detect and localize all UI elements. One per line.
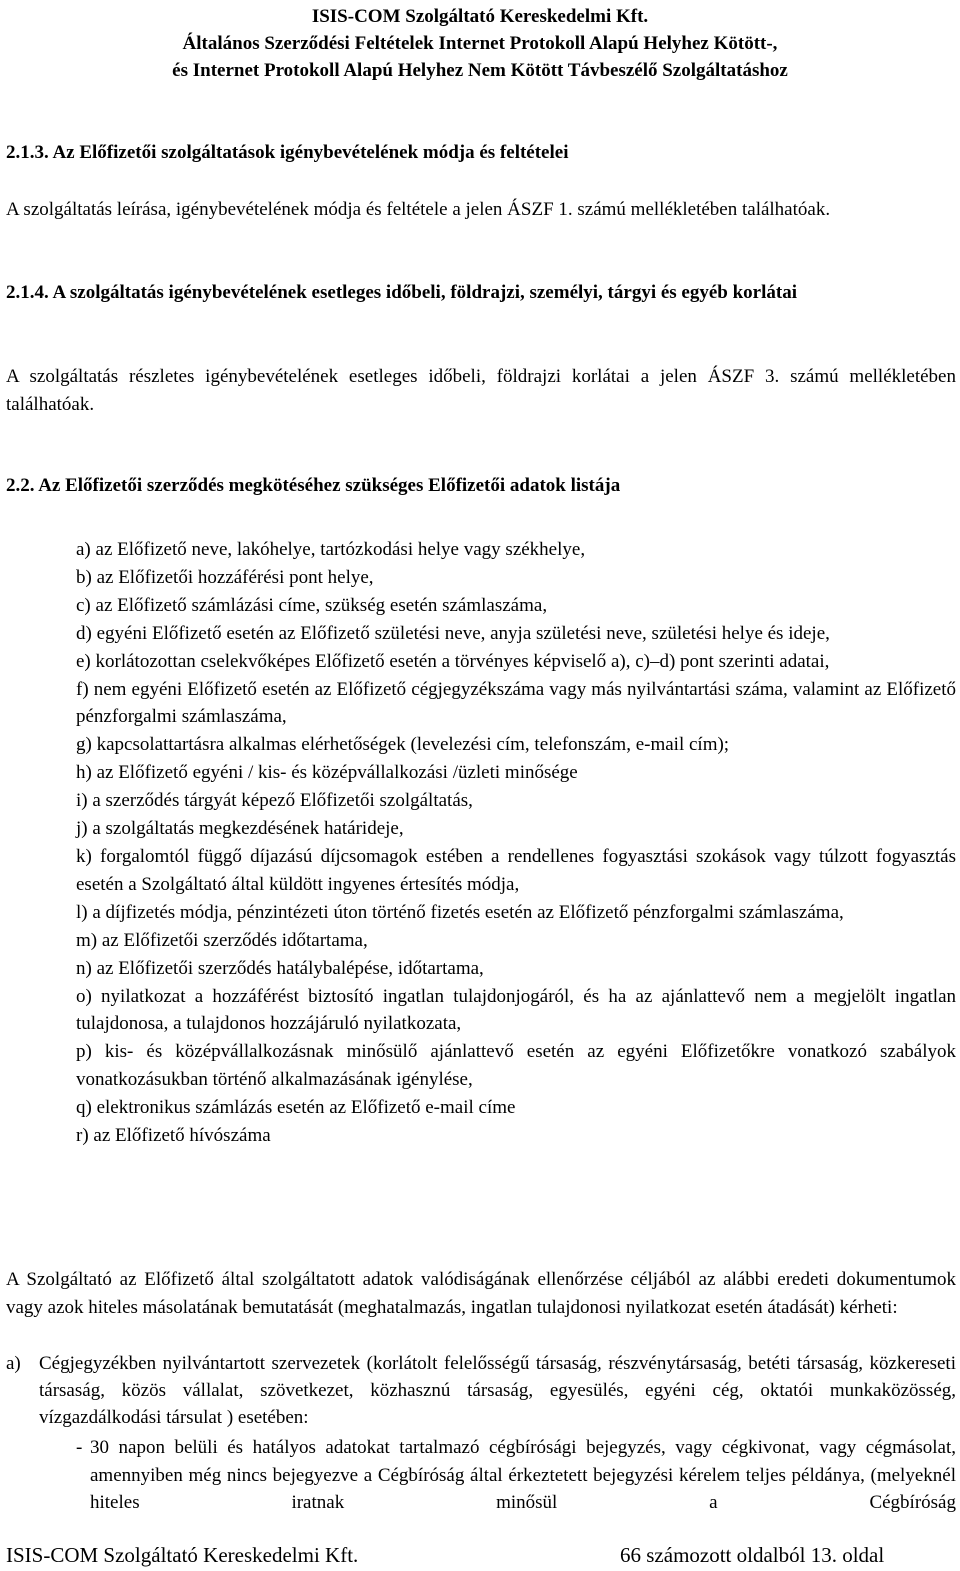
header-company: ISIS-COM Szolgáltató Kereskedelmi Kft. [311, 6, 649, 27]
sub-item-a-marker: a) [6, 1353, 21, 1374]
section-2-1-3-heading: 2.1.3. Az Előfizetői szolgáltatások igénybevételének módja és feltételei [6, 142, 569, 163]
section-2-1-4-text: A szolgáltatás részletes igénybevételének esetleges időbeli, földrajzi korlátai a jelen ÁSZF 3. számú mellékletében találhatóak. [6, 366, 956, 415]
header-title-line2: és Internet Protokoll Alapú Helyhez Nem Kötött Távbeszélő Szolgáltatáshoz [172, 60, 788, 81]
list-item-e: e) korlátozottan cselekvőképes Előfizető esetén a törvényes képviselő a), c)–d) pont szerinti adatai, [76, 650, 830, 672]
sub-item-a [6, 1350, 956, 1432]
list-item-b: b) az Előfizetői hozzáférési pont helye, [76, 566, 374, 588]
list-item-r: r) az Előfizető hívószáma [76, 1125, 271, 1147]
header-title-line1: Általános Szerződési Feltételek Internet Protokoll Alapú Helyhez Kötött-, [182, 33, 778, 54]
dash-item [76, 1434, 956, 1517]
footer-company: ISIS-COM Szolgáltató Kereskedelmi Kft. [6, 1543, 359, 1567]
list-item-j: j) a szolgáltatás megkezdésének határideje, [76, 818, 404, 840]
list-item-l: l) a díjfizetés módja, pénzintézeti úton történő fizetés esetén az Előfizető pénzforgalmi számlaszáma, [76, 901, 844, 923]
list-item-n: n) az Előfizetői szerződés hatálybalépése, időtartama, [76, 957, 484, 979]
list-item-m: m) az Előfizetői szerződés időtartama, [76, 929, 368, 951]
verification-paragraph: A Szolgáltató az Előfizető által szolgáltatott adatok valódiságának ellenőrzése céljából az alábbi eredeti dokumentumok vagy azok hiteles másolatának bemutatását (meghatalmazás, ingatlan tulajdonosi nyilatkozat esetén átadását) kérheti: [6, 1269, 956, 1318]
list-item-q: q) elektronikus számlázás esetén az Előfizető e-mail címe [76, 1097, 516, 1119]
list-item-d: d) egyéni Előfizető esetén az Előfizető születési neve, anyja születési neve, születési helye és ideje, [76, 622, 830, 644]
dash-item-text: 30 napon belüli és hatályos adatokat tartalmazó cégbírósági bejegyzés, vagy cégkivonat, vagy cégmásolat, amennyiben még nincs bejegyezve a Cégbíróság által érkeztetett bejegyzési kérelem teljes példánya, (melyeknél hiteles iratnak minősül a Cégbíróság [90, 1437, 956, 1513]
list-item-k: k) forgalomtól függő díjazású díjcsomagok estében a rendellenes fogyasztási szokások vagy túlzott fogyasztás esetén a Szolgáltató által küldött ingyenes értesítés módja, [76, 845, 956, 895]
list-item-p: p) kis- és középvállalkozásnak minősülő ajánlattevő esetén az egyéni Előfizetőkre vonatkozó szabályok vonatkozásukban történő alkalmazásának igénylése, [76, 1041, 956, 1091]
list-item-g: g) kapcsolattartásra alkalmas elérhetőségek (levelezési cím, telefonszám, e-mail cím); [76, 734, 730, 756]
list-item-o: o) nyilatkozat a hozzáférést biztosító ingatlan tulajdonjogáról, és ha az ajánlattevő nem a megjelölt ingatlan tulajdonosa, a tulajdonos hozzájáruló nyilatkozata, [76, 985, 956, 1035]
dash-item-marker: - [76, 1437, 83, 1458]
sub-item-a-text: Cégjegyzékben nyilvántartott szervezetek (korlátolt felelősségű társaság, részvénytársaság, betéti társaság, közkereseti társaság, közös vállalat, szövetkezet, közhasznú társaság, egyesülés, egyéni cég, oktatói munkaközösség, vízgazdálkodási társulat ) esetében: [39, 1353, 956, 1429]
footer-page-number: 66 számozott oldalból 13. oldal [620, 1543, 885, 1567]
section-2-1-3-text: A szolgáltatás leírása, igénybevételének módja és feltétele a jelen ÁSZF 1. számú mellékletében találhatóak. [6, 199, 831, 220]
list-item-a: a) az Előfizető neve, lakóhelye, tartózkodási helye vagy székhelye, [76, 539, 586, 560]
list-item-f: f) nem egyéni Előfizető esetén az Előfizető cégjegyzékszáma vagy más nyilvántartási száma, valamint az Előfizető pénzforgalmi számlaszáma, [76, 678, 956, 728]
list-item-h: h) az Előfizető egyéni / kis- és középvállalkozási /üzleti minősége [76, 762, 578, 784]
section-2-2-heading: 2.2. Az Előfizetői szerződés megkötéséhez szükséges Előfizetői adatok listája [6, 475, 621, 496]
section-2-1-4-heading: 2.1.4. A szolgáltatás igénybevételének esetleges időbeli, földrajzi, személyi, tárgyi és egyéb korlátai [6, 282, 797, 303]
list-item-c: c) az Előfizető számlázási címe, szükség esetén számlaszáma, [76, 594, 548, 616]
list-item-i: i) a szerződés tárgyát képező Előfizetői szolgáltatás, [76, 790, 473, 812]
document-header [0, 3, 960, 84]
subscriber-data-list [76, 536, 956, 1150]
